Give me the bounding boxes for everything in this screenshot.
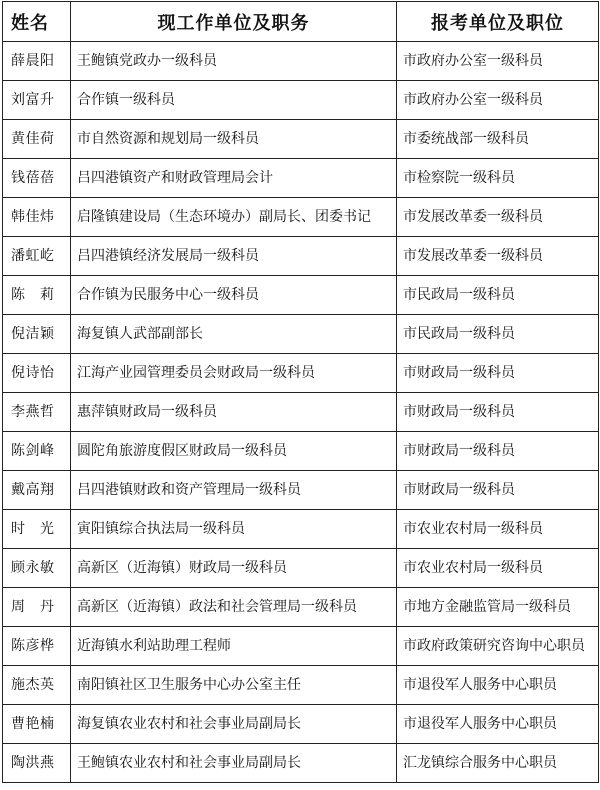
table-row bbox=[3, 42, 599, 81]
table-row bbox=[3, 159, 599, 198]
cell-name: 刘富升 bbox=[3, 81, 71, 120]
cell-name: 黄佳荷 bbox=[3, 120, 71, 159]
table-row bbox=[3, 744, 599, 783]
cell-current-position: 近海镇水利站助理工程师 bbox=[71, 627, 397, 666]
cell-name: 李燕哲 bbox=[3, 393, 71, 432]
cell-name: 陈 莉 bbox=[3, 276, 71, 315]
cell-applied-position: 市民政局一级科员 bbox=[397, 276, 599, 315]
cell-name: 薛晨阳 bbox=[3, 42, 71, 81]
table-row bbox=[3, 705, 599, 744]
cell-applied-position: 市政府办公室一级科员 bbox=[397, 42, 599, 81]
cell-current-position: 吕四港镇资产和财政管理局会计 bbox=[71, 159, 397, 198]
cell-applied-position: 市委统战部一级科员 bbox=[397, 120, 599, 159]
cell-name: 顾永敏 bbox=[3, 549, 71, 588]
table-row bbox=[3, 276, 599, 315]
table-row bbox=[3, 627, 599, 666]
cell-current-position: 吕四港镇经济发展局一级科员 bbox=[71, 237, 397, 276]
cell-current-position: 惠萍镇财政局一级科员 bbox=[71, 393, 397, 432]
cell-name: 曹艳楠 bbox=[3, 705, 71, 744]
cell-name: 钱蓓蓓 bbox=[3, 159, 71, 198]
table-header bbox=[3, 2, 599, 42]
cell-name: 戴高翔 bbox=[3, 471, 71, 510]
header-current-position: 现工作单位及职务 bbox=[71, 2, 397, 42]
header-applied-position: 报考单位及职位 bbox=[397, 2, 599, 42]
cell-applied-position: 市财政局一级科员 bbox=[397, 432, 599, 471]
table-row bbox=[3, 432, 599, 471]
cell-current-position: 王鲍镇农业农村和社会事业局副局长 bbox=[71, 744, 397, 783]
header-name: 姓名 bbox=[3, 2, 71, 42]
cell-current-position: 南阳镇社区卫生服务中心办公室主任 bbox=[71, 666, 397, 705]
cell-applied-position: 市检察院一级科员 bbox=[397, 159, 599, 198]
cell-name: 陈彦桦 bbox=[3, 627, 71, 666]
table-row bbox=[3, 393, 599, 432]
cell-current-position: 江海产业园管理委员会财政局一级科员 bbox=[71, 354, 397, 393]
cell-current-position: 市自然资源和规划局一级科员 bbox=[71, 120, 397, 159]
cell-applied-position: 市财政局一级科员 bbox=[397, 471, 599, 510]
cell-name: 周 丹 bbox=[3, 588, 71, 627]
cell-current-position: 合作镇一级科员 bbox=[71, 81, 397, 120]
table-row bbox=[3, 471, 599, 510]
cell-applied-position: 市政府政策研究咨询中心职员 bbox=[397, 627, 599, 666]
cell-current-position: 寅阳镇综合执法局一级科员 bbox=[71, 510, 397, 549]
table-row bbox=[3, 549, 599, 588]
cell-applied-position: 市退役军人服务中心职员 bbox=[397, 705, 599, 744]
cell-applied-position: 市民政局一级科员 bbox=[397, 315, 599, 354]
cell-name: 陈剑峰 bbox=[3, 432, 71, 471]
cell-applied-position: 市农业农村局一级科员 bbox=[397, 549, 599, 588]
cell-applied-position: 市财政局一级科员 bbox=[397, 354, 599, 393]
table-row bbox=[3, 510, 599, 549]
cell-name: 倪洁颖 bbox=[3, 315, 71, 354]
cell-applied-position: 市发展改革委一级科员 bbox=[397, 237, 599, 276]
table-row bbox=[3, 315, 599, 354]
cell-current-position: 吕四港镇财政和资产管理局一级科员 bbox=[71, 471, 397, 510]
cell-applied-position: 市财政局一级科员 bbox=[397, 393, 599, 432]
cell-applied-position: 市发展改革委一级科员 bbox=[397, 198, 599, 237]
table-row bbox=[3, 237, 599, 276]
cell-applied-position: 市农业农村局一级科员 bbox=[397, 510, 599, 549]
cell-current-position: 海复镇农业农村和社会事业局副局长 bbox=[71, 705, 397, 744]
cell-name: 时 光 bbox=[3, 510, 71, 549]
personnel-table bbox=[2, 1, 599, 783]
cell-current-position: 海复镇人武部副部长 bbox=[71, 315, 397, 354]
cell-applied-position: 市退役军人服务中心职员 bbox=[397, 666, 599, 705]
cell-current-position: 启隆镇建设局（生态环境办）副局长、团委书记 bbox=[71, 198, 397, 237]
cell-name: 潘虹屹 bbox=[3, 237, 71, 276]
table-body bbox=[3, 42, 599, 783]
table-row bbox=[3, 354, 599, 393]
cell-current-position: 王鲍镇党政办一级科员 bbox=[71, 42, 397, 81]
cell-current-position: 高新区（近海镇）政法和社会管理局一级科员 bbox=[71, 588, 397, 627]
cell-name: 陶洪燕 bbox=[3, 744, 71, 783]
table-row bbox=[3, 81, 599, 120]
cell-applied-position: 市政府办公室一级科员 bbox=[397, 81, 599, 120]
cell-applied-position: 市地方金融监管局一级科员 bbox=[397, 588, 599, 627]
cell-name: 韩佳炜 bbox=[3, 198, 71, 237]
cell-applied-position: 汇龙镇综合服务中心职员 bbox=[397, 744, 599, 783]
cell-name: 施杰英 bbox=[3, 666, 71, 705]
cell-current-position: 圆陀角旅游度假区财政局一级科员 bbox=[71, 432, 397, 471]
cell-current-position: 合作镇为民服务中心一级科员 bbox=[71, 276, 397, 315]
cell-name: 倪诗怡 bbox=[3, 354, 71, 393]
table-row bbox=[3, 588, 599, 627]
cell-current-position: 高新区（近海镇）财政局一级科员 bbox=[71, 549, 397, 588]
table-row bbox=[3, 198, 599, 237]
table-row bbox=[3, 120, 599, 159]
header-row bbox=[3, 2, 599, 42]
table-row bbox=[3, 666, 599, 705]
